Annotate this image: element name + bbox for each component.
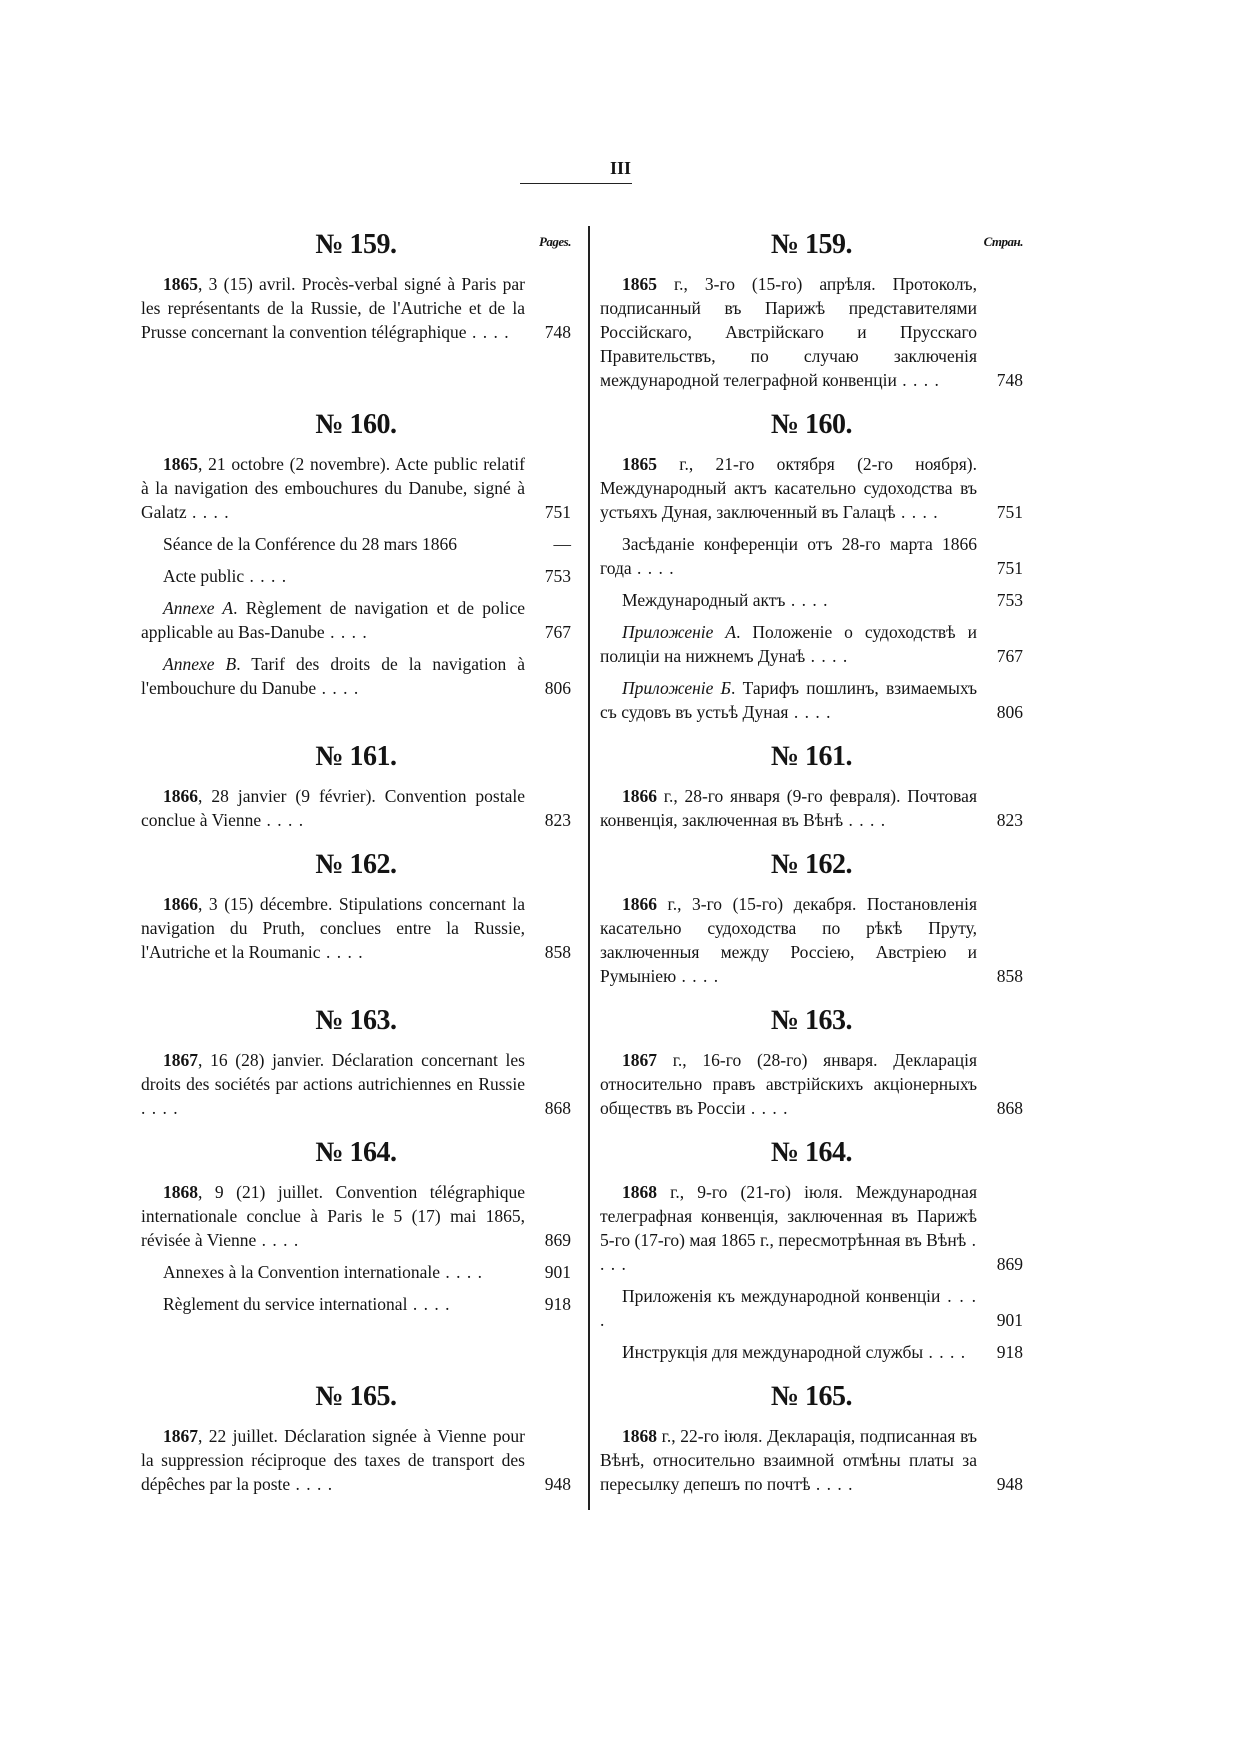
toc-entry[interactable] bbox=[141, 784, 571, 832]
entry-title: . Тарифъ пошлинъ, взимаемыхъ съ судовъ въ устьѣ Дуная bbox=[600, 678, 977, 722]
toc-entry[interactable] bbox=[141, 1260, 571, 1284]
toc-entry[interactable] bbox=[600, 588, 1023, 612]
section-heading bbox=[141, 406, 571, 444]
section-row bbox=[141, 226, 1023, 406]
french-section bbox=[141, 738, 588, 846]
entry-text bbox=[600, 1284, 977, 1332]
section-number: № 160. bbox=[770, 409, 853, 440]
entry-year: 1866 bbox=[622, 894, 657, 914]
toc-entry[interactable] bbox=[141, 272, 571, 344]
section-number: № 160. bbox=[315, 409, 397, 440]
toc-entry[interactable] bbox=[600, 676, 1023, 724]
entry-year: 1865 bbox=[622, 454, 657, 474]
section-number: № 159. bbox=[770, 229, 853, 260]
section-row bbox=[141, 1002, 1023, 1134]
section-number: № 163. bbox=[315, 1005, 397, 1036]
section-row bbox=[141, 1378, 1023, 1510]
page-ref: 751 bbox=[996, 558, 1023, 578]
toc-entry[interactable] bbox=[141, 1048, 571, 1120]
entry-title: , 22 juillet. Déclaration signée à Vienne pour la suppression réciproque des taxes de transport des dépêches par la poste bbox=[141, 1426, 525, 1494]
section-heading bbox=[600, 226, 1023, 264]
entry-title: Приложенія къ международной конвенціи bbox=[622, 1286, 941, 1306]
page-ref: 751 bbox=[996, 502, 1023, 522]
russian-section bbox=[588, 406, 1023, 738]
entry-text bbox=[141, 596, 525, 644]
french-section bbox=[141, 846, 588, 1002]
russian-section bbox=[588, 738, 1023, 846]
page-ref: 767 bbox=[996, 646, 1023, 666]
entry-title: , 21 octobre (2 novembre). Acte public relatif à la navigation des embouchures du Danube, signé à Galatz bbox=[141, 454, 525, 522]
pages-label: Pages. bbox=[538, 234, 571, 249]
entry-title: г., 28-го января (9-го февраля). Почтовая конвенція, заключенная въ Вѣнѣ bbox=[600, 786, 977, 830]
page-ref: 868 bbox=[544, 1098, 571, 1118]
entry-title: Международный актъ bbox=[622, 590, 786, 610]
entry-text bbox=[141, 532, 525, 556]
entry-text bbox=[600, 620, 977, 668]
entry-text bbox=[141, 1048, 525, 1120]
section-heading bbox=[141, 846, 571, 884]
entry-text bbox=[600, 1048, 977, 1120]
section-heading bbox=[141, 1134, 571, 1172]
section-number: № 163. bbox=[770, 1005, 853, 1036]
entry-text bbox=[600, 1340, 977, 1364]
toc-entry[interactable] bbox=[600, 784, 1023, 832]
russian-section bbox=[588, 846, 1023, 1002]
toc-entry[interactable] bbox=[600, 1284, 1023, 1332]
page-ref: 948 bbox=[996, 1474, 1023, 1494]
entry-year: 1866 bbox=[163, 894, 198, 914]
entry-title: Séance de la Conférence du 28 mars 1866 bbox=[163, 534, 457, 554]
entry-year: 1868 bbox=[622, 1426, 657, 1446]
section-heading bbox=[600, 1378, 1023, 1416]
section-row bbox=[141, 846, 1023, 1002]
section-row bbox=[141, 1134, 1023, 1378]
french-section bbox=[141, 406, 588, 738]
page-ref: 869 bbox=[996, 1254, 1023, 1274]
entry-text bbox=[141, 272, 525, 344]
section-heading bbox=[600, 738, 1023, 776]
russian-section bbox=[588, 1134, 1023, 1378]
toc-entry[interactable] bbox=[600, 272, 1023, 392]
entry-title: г., 22-го іюля. Декларація, подписанная въ Вѣнѣ, относительно взаимной отмѣны платы за пересылку депешъ по почтѣ bbox=[600, 1426, 977, 1494]
section-heading bbox=[141, 1378, 571, 1416]
entry-text bbox=[141, 452, 525, 524]
russian-section bbox=[588, 1002, 1023, 1134]
entry-text bbox=[600, 1424, 977, 1496]
pages-label: Стран. bbox=[983, 234, 1023, 249]
page-ref: 823 bbox=[544, 810, 571, 830]
section-number: № 165. bbox=[770, 1381, 853, 1412]
toc-entry[interactable] bbox=[600, 892, 1023, 988]
entry-year: 1867 bbox=[622, 1050, 657, 1070]
header-rule bbox=[520, 183, 632, 184]
entry-text bbox=[600, 892, 977, 988]
toc-entry[interactable] bbox=[600, 1048, 1023, 1120]
toc-entry[interactable] bbox=[141, 1424, 571, 1496]
page-ref: 767 bbox=[544, 622, 571, 642]
entry-title: , 3 (15) décembre. Stipulations concernant la navigation du Pruth, conclues entre la Russie, l'Autriche et la Roumanic bbox=[141, 894, 525, 962]
page-ref: 918 bbox=[544, 1294, 571, 1314]
entry-title: . Tarif des droits de la navigation à l'embouchure du Danube bbox=[141, 654, 525, 698]
entry-text bbox=[141, 1292, 525, 1316]
entry-year: 1868 bbox=[163, 1182, 198, 1202]
toc-entry[interactable] bbox=[600, 1340, 1023, 1364]
entry-title: Инструкція для международной службы bbox=[622, 1342, 924, 1362]
annex-label: Приложеніе А bbox=[622, 622, 737, 642]
entry-year: 1867 bbox=[163, 1050, 198, 1070]
annex-label: Annexe A bbox=[163, 598, 234, 618]
toc-entry[interactable] bbox=[141, 892, 571, 964]
entry-title: , 28 janvier (9 février). Convention postale conclue à Vienne bbox=[141, 786, 525, 830]
section-heading bbox=[600, 846, 1023, 884]
entry-text bbox=[600, 1180, 977, 1276]
french-section bbox=[141, 1378, 588, 1510]
section-number: № 162. bbox=[315, 849, 397, 880]
entry-text bbox=[141, 1424, 525, 1496]
page-ref: 858 bbox=[996, 966, 1023, 986]
section-number: № 165. bbox=[315, 1381, 397, 1412]
entry-text bbox=[600, 532, 977, 580]
toc-entry[interactable] bbox=[141, 652, 571, 700]
annex-label: Приложеніе Б bbox=[622, 678, 731, 698]
entry-text bbox=[600, 272, 977, 392]
entry-title: г., 9-го (21-го) іюля. Международная телеграфная конвенція, заключенная въ Парижѣ 5-го (17-го) мая 1865 г., пересмотрѣнная въ Вѣнѣ bbox=[600, 1182, 977, 1250]
entry-year: 1868 bbox=[622, 1182, 657, 1202]
section-number: № 162. bbox=[770, 849, 853, 880]
page-ref: 751 bbox=[544, 502, 571, 522]
french-section bbox=[141, 1002, 588, 1134]
russian-section bbox=[588, 226, 1023, 406]
section-row bbox=[141, 738, 1023, 846]
page-ref: 753 bbox=[544, 566, 571, 586]
entry-text bbox=[141, 564, 525, 588]
entry-text bbox=[141, 652, 525, 700]
annex-label: Annexe B bbox=[163, 654, 237, 674]
entry-year: 1866 bbox=[163, 786, 198, 806]
page-ref: 869 bbox=[544, 1230, 571, 1250]
section-heading bbox=[600, 406, 1023, 444]
toc-entry[interactable] bbox=[600, 532, 1023, 580]
entry-text bbox=[141, 1180, 525, 1252]
toc-entry[interactable] bbox=[600, 452, 1023, 524]
page-ref: 901 bbox=[544, 1262, 571, 1282]
entry-year: 1865 bbox=[163, 454, 198, 474]
entry-title: . Règlement de navigation et de police applicable au Bas-Danube bbox=[141, 598, 525, 642]
page-ref: 948 bbox=[544, 1474, 571, 1494]
page-ref: 858 bbox=[544, 942, 571, 962]
page-ref: 806 bbox=[996, 702, 1023, 722]
entry-year: 1865 bbox=[622, 274, 657, 294]
section-heading bbox=[600, 1134, 1023, 1172]
section-heading bbox=[600, 1002, 1023, 1040]
toc-entry[interactable] bbox=[141, 452, 571, 524]
page-ref: 868 bbox=[996, 1098, 1023, 1118]
section-number: № 164. bbox=[770, 1137, 853, 1168]
entry-title: Acte public bbox=[163, 566, 245, 586]
toc-entry[interactable] bbox=[141, 1292, 571, 1316]
entry-year: 1865 bbox=[163, 274, 198, 294]
toc-entry[interactable] bbox=[141, 1180, 571, 1252]
entry-text bbox=[141, 1260, 525, 1284]
entry-title: Règlement du service international bbox=[163, 1294, 408, 1314]
entry-text bbox=[600, 452, 977, 524]
section-heading bbox=[141, 1002, 571, 1040]
french-section bbox=[141, 226, 588, 406]
section-number: № 164. bbox=[315, 1137, 397, 1168]
entry-text bbox=[600, 676, 977, 724]
section-heading bbox=[141, 226, 571, 264]
page-ref: 748 bbox=[996, 370, 1023, 390]
entry-title: г., 3-го (15-го) апрѣля. Протоколъ, подписанный въ Парижѣ представителями Россійскаго, Австрійскаго и Прусскаго Правительствъ, по случаю заключенія международной телеграфной конвенціи bbox=[600, 274, 977, 390]
section-row bbox=[141, 406, 1023, 738]
page-ref: — bbox=[553, 534, 571, 554]
toc-entry[interactable] bbox=[600, 1180, 1023, 1276]
section-number: № 161. bbox=[770, 741, 853, 772]
entry-text bbox=[600, 784, 977, 832]
entry-title: г., 3-го (15-го) декабря. Постановленія касательно судоходства по рѣкѣ Пруту, заключенныя между Россіею, Австріею и Румыніею bbox=[600, 894, 977, 986]
page-ref: 806 bbox=[544, 678, 571, 698]
entry-title: Annexes à la Convention internationale bbox=[163, 1262, 441, 1282]
page-ref: 901 bbox=[996, 1310, 1023, 1330]
entry-text bbox=[600, 588, 977, 612]
entry-title: Засѣданіе конференціи отъ 28-го марта 1866 года bbox=[600, 534, 977, 578]
toc-entry[interactable] bbox=[141, 564, 571, 588]
toc-entry[interactable] bbox=[600, 620, 1023, 668]
french-section bbox=[141, 1134, 588, 1378]
page-ref: 753 bbox=[996, 590, 1023, 610]
section-number: № 161. bbox=[315, 741, 397, 772]
section-number: № 159. bbox=[315, 229, 397, 260]
entry-title: , 16 (28) janvier. Déclaration concernant les droits des sociétés par actions autrichiennes en Russie bbox=[141, 1050, 525, 1094]
entry-text bbox=[141, 784, 525, 832]
page-ref: 823 bbox=[996, 810, 1023, 830]
entry-year: 1867 bbox=[163, 1426, 198, 1446]
page-ref: 918 bbox=[996, 1342, 1023, 1362]
russian-section bbox=[588, 1378, 1023, 1510]
entry-title: г., 21-го октября (2-го ноября). Международный актъ касательно судоходства въ устьяхъ Дуная, заключенный въ Галацѣ bbox=[600, 454, 977, 522]
page-ref: 748 bbox=[544, 322, 571, 342]
entry-title: , 3 (15) avril. Procès-verbal signé à Paris par les représentants de la Russie, de l'Autriche et de la Prusse concernant la convention télégraphique bbox=[141, 274, 525, 342]
entry-year: 1866 bbox=[622, 786, 657, 806]
entry-title: . Положеніе о судоходствѣ и полиціи на нижнемъ Дунаѣ bbox=[600, 622, 977, 666]
entry-title: , 9 (21) juillet. Convention télégraphique internationale conclue à Paris le 5 (17) mai 1865, révisée à Vienne bbox=[141, 1182, 525, 1250]
entry-text bbox=[141, 892, 525, 964]
page-number: III bbox=[609, 158, 631, 178]
table-of-contents bbox=[141, 226, 1023, 1510]
toc-entry[interactable] bbox=[141, 532, 571, 556]
toc-entry[interactable] bbox=[600, 1424, 1023, 1496]
section-heading bbox=[141, 738, 571, 776]
entry-title: г., 16-го (28-го) января. Декларація относительно правъ австрійскихъ акціонерныхъ обществъ въ Россіи bbox=[600, 1050, 977, 1118]
toc-entry[interactable] bbox=[141, 596, 571, 644]
